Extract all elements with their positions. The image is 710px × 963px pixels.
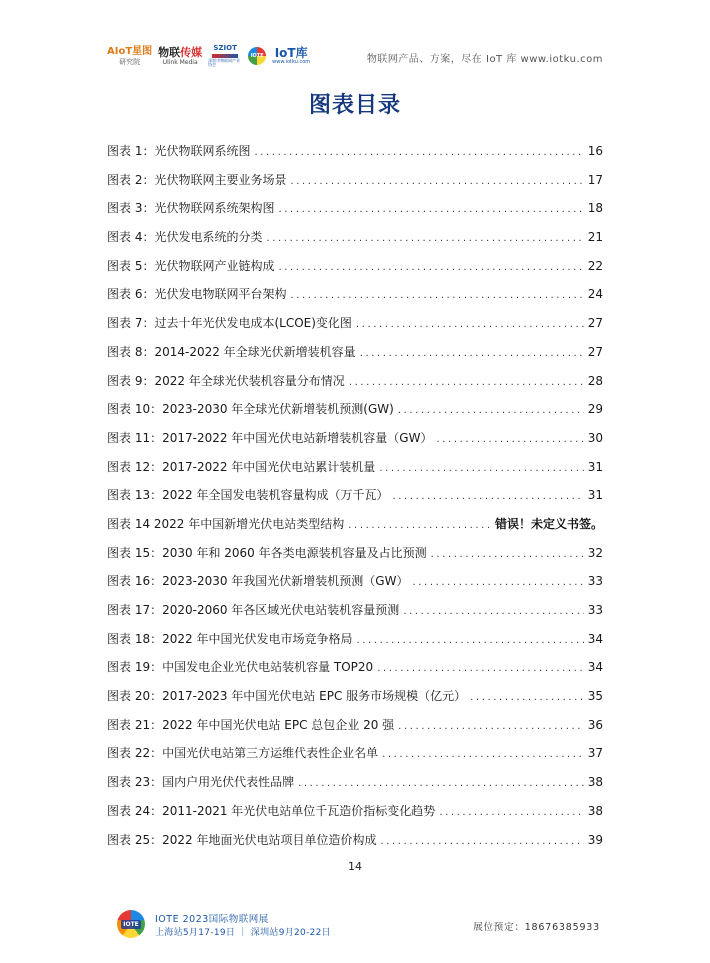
toc-entry-page[interactable]: 21 — [587, 230, 603, 245]
toc-entry-page[interactable]: 错误！未定义书签。 — [494, 516, 603, 531]
toc-entry-page[interactable]: 38 — [587, 775, 603, 790]
toc-entry-label[interactable]: 图表 13：2022 年全国发电装机容量构成（万千瓦） — [107, 488, 389, 503]
toc-entry-page[interactable]: 35 — [587, 689, 603, 704]
expo-dates: 上海站5月17-19日 ｜ 深圳站9月20-22日 — [155, 928, 331, 938]
toc-entry[interactable] — [107, 228, 603, 257]
toc-entry-page[interactable]: 31 — [587, 459, 603, 474]
toc-entry-label[interactable]: 图表 18：2022 年中国光伏发电市场竞争格局 — [107, 631, 353, 646]
toc-entry[interactable] — [107, 486, 603, 515]
toc-leader-dots — [360, 348, 584, 359]
toc-entry-label[interactable]: 图表 16：2023-2030 年我国光伏新增装机预测（GW） — [107, 574, 409, 589]
toc-entry[interactable] — [107, 831, 603, 860]
toc-entry-label[interactable]: 图表 3：光伏物联网系统架构图 — [107, 201, 275, 216]
toc-entry-label[interactable]: 图表 4：光伏发电系统的分类 — [107, 230, 263, 245]
page-title: 图表目录 — [308, 93, 401, 118]
toc-leader-dots — [349, 377, 584, 388]
toc-entry[interactable] — [107, 716, 603, 745]
toc-leader-dots — [398, 405, 584, 416]
toc-entry-label[interactable]: 图表 12：2017-2022 年中国光伏电站累计装机量 — [107, 459, 376, 474]
toc-entry-page[interactable]: 38 — [587, 803, 603, 818]
toc-entry-page[interactable]: 27 — [587, 316, 603, 331]
toc-leader-dots — [380, 836, 583, 847]
partner-logos — [107, 41, 310, 71]
toc-leader-dots — [382, 749, 584, 760]
page-footer — [0, 905, 710, 945]
toc-entry[interactable] — [107, 257, 603, 286]
iotku-logo — [272, 47, 310, 65]
toc-entry[interactable] — [107, 314, 603, 343]
toc-entry-page[interactable]: 39 — [587, 832, 603, 847]
toc-entry[interactable] — [107, 544, 603, 573]
toc-entry[interactable] — [107, 400, 603, 429]
toc-entry-label[interactable]: 图表 25：2022 年地面光伏电站项目单位造价构成 — [107, 832, 377, 847]
logo-text: IOTE — [250, 53, 264, 59]
toc-entry-page[interactable]: 28 — [587, 373, 603, 388]
expo-name: IOTE 2023国际物联网展 — [155, 914, 269, 925]
toc-entry-label[interactable]: 图表 6：光伏发电物联网平台架构 — [107, 287, 287, 302]
toc-entry-page[interactable]: 17 — [587, 172, 603, 187]
toc-entry-label[interactable]: 图表 24：2011-2021 年光伏电站单位千瓦造价指标变化趋势 — [107, 803, 436, 818]
toc-entry-page[interactable]: 16 — [587, 144, 603, 158]
sziot-logo — [208, 45, 242, 67]
toc-entry-label[interactable]: 图表 17：2020-2060 年各区域光伏电站装机容量预测 — [107, 603, 400, 617]
toc-entry-label[interactable]: 图表 14 2022 年中国新增光伏电站类型结构 — [107, 516, 345, 531]
logo-subtext: 深圳市物联网产业协会 — [208, 58, 241, 67]
logo-text: IOTE — [123, 920, 139, 928]
page-number: 14 — [348, 860, 362, 873]
toc-leader-dots — [278, 262, 583, 273]
iote-expo-logo — [117, 910, 145, 938]
toc-leader-dots — [470, 692, 584, 703]
toc-entry[interactable] — [107, 773, 603, 802]
toc-entry-page[interactable]: 37 — [587, 746, 603, 761]
toc-entry[interactable] — [107, 802, 603, 831]
toc-entry-label[interactable]: 图表 22：中国光伏电站第三方运维代表性企业名单 — [107, 746, 379, 761]
logo-text: IoT库 — [274, 46, 308, 60]
logo-subtext: 研究院 — [119, 57, 141, 66]
toc-entry[interactable] — [107, 171, 603, 200]
logo-text-part: 物联 — [158, 45, 181, 59]
toc-leader-dots — [377, 663, 584, 674]
toc-entry-label[interactable]: 图表 8：2014-2022 年全球光伏新增装机容量 — [107, 344, 356, 359]
toc-leader-dots — [356, 635, 583, 646]
toc-entry-page[interactable]: 34 — [587, 631, 603, 646]
toc-entry-label[interactable]: 图表 7：过去十年光伏发电成本(LCOE)变化图 — [107, 316, 352, 331]
toc-entry[interactable] — [107, 458, 603, 487]
toc-entry-label[interactable]: 图表 21：2022 年中国光伏电站 EPC 总包企业 20 强 — [107, 717, 395, 732]
toc-entry[interactable] — [107, 572, 603, 601]
toc-leader-dots — [436, 434, 583, 445]
toc-entry-label[interactable]: 图表 20：2017-2023 年中国光伏电站 EPC 服务市场规模（亿元） — [107, 689, 467, 704]
toc-entry[interactable] — [107, 658, 603, 687]
toc-leader-dots — [290, 176, 583, 187]
toc-entry[interactable] — [107, 343, 603, 372]
toc-leader-dots — [431, 549, 584, 560]
toc-entry-label[interactable]: 图表 11：2017-2022 年中国光伏电站新增装机容量（GW） — [107, 430, 433, 445]
logo-text: AIoT星图 — [107, 45, 153, 57]
toc-entry[interactable] — [107, 142, 603, 171]
toc-leader-dots — [439, 807, 583, 818]
logo-text-part: 传媒 — [180, 45, 203, 59]
toc-entry[interactable] — [107, 515, 603, 544]
toc-leader-dots — [278, 204, 583, 215]
ulink-media-logo — [158, 47, 202, 66]
toc-entry-label[interactable]: 图表 15：2030 年和 2060 年各类电源装机容量及占比预测 — [107, 545, 427, 560]
toc-entry-page[interactable]: 18 — [587, 201, 603, 216]
toc-leader-dots — [290, 290, 583, 301]
toc-entry-page[interactable]: 30 — [587, 430, 603, 445]
toc-entry[interactable] — [107, 744, 603, 773]
toc-leader-dots — [356, 319, 584, 330]
toc-entry-page[interactable]: 29 — [587, 402, 603, 417]
toc-entry-page[interactable]: 22 — [587, 258, 603, 273]
booth-booking: 展位预定：18676385933 — [473, 922, 600, 933]
toc-entry-label[interactable]: 图表 2：光伏物联网主要业务场景 — [107, 172, 287, 187]
toc-leader-dots — [254, 147, 583, 158]
toc-leader-dots — [266, 233, 583, 244]
toc-entry-label[interactable]: 图表 19：中国发电企业光伏电站装机容量 TOP20 — [107, 660, 374, 675]
toc-entry[interactable] — [107, 687, 603, 716]
toc-entry-label[interactable]: 图表 9：2022 年全球光伏装机容量分布情况 — [107, 373, 345, 388]
toc-entry-page[interactable]: 32 — [587, 545, 603, 560]
toc-entry[interactable] — [107, 199, 603, 228]
page-header — [0, 0, 710, 80]
toc-entry[interactable] — [107, 601, 603, 630]
toc-entry-label[interactable]: 图表 1：光伏物联网系统图 — [107, 144, 251, 158]
iote-logo-icon — [248, 47, 266, 65]
toc-leader-dots — [392, 491, 583, 502]
toc-entry[interactable] — [107, 285, 603, 314]
logo-subtext: www.iotku.com — [272, 59, 311, 65]
toc-entry[interactable] — [107, 372, 603, 401]
toc-leader-dots — [398, 721, 584, 732]
toc-entry-label[interactable]: 图表 10：2023-2030 年全球光伏新增装机预测(GW) — [107, 402, 394, 417]
toc-leader-dots — [412, 577, 583, 588]
toc-entry-page[interactable]: 36 — [587, 717, 603, 732]
toc-entry-page[interactable]: 27 — [587, 344, 603, 359]
header-tagline: 物联网产品、方案，尽在 IoT 库 www.iotku.com — [366, 54, 603, 65]
toc-leader-dots — [403, 606, 583, 617]
toc-entry[interactable] — [107, 630, 603, 659]
toc-entry-page[interactable]: 34 — [587, 660, 603, 675]
toc-leader-dots — [348, 520, 491, 531]
toc-entry-page[interactable]: 33 — [587, 574, 603, 589]
toc-leader-dots — [298, 778, 584, 789]
toc-entry[interactable] — [107, 429, 603, 458]
aiot-research-logo — [107, 47, 152, 66]
logo-text: SZIOT — [213, 44, 237, 52]
toc-entry-label[interactable]: 图表 5：光伏物联网产业链构成 — [107, 258, 275, 273]
logo-subtext: Ulink Media — [162, 58, 198, 66]
toc-entry-page[interactable]: 33 — [587, 603, 603, 617]
toc-leader-dots — [379, 463, 583, 474]
toc-entry-page[interactable]: 24 — [587, 287, 603, 302]
toc-entry-label[interactable]: 图表 23：国内户用光伏代表性品牌 — [107, 775, 295, 790]
logo-text — [158, 47, 202, 58]
table-of-figures — [107, 142, 603, 859]
toc-entry-page[interactable]: 31 — [587, 488, 603, 503]
